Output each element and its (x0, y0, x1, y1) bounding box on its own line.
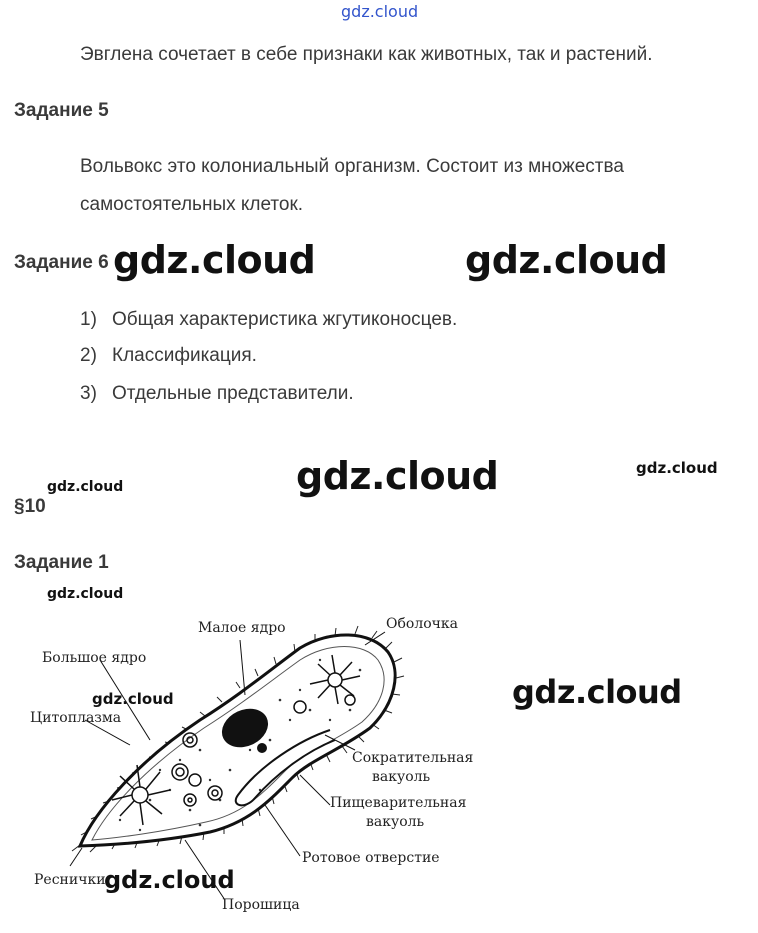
list-number: 2) (80, 345, 97, 366)
watermark: gdz.cloud (113, 238, 316, 282)
watermark: gdz.cloud (47, 586, 124, 602)
watermark: gdz.cloud (512, 673, 682, 711)
watermark: gdz.cloud (104, 866, 235, 894)
label-digestive-1: Пищеварительная (330, 795, 467, 811)
list-number: 1) (80, 309, 97, 330)
watermark: gdz.cloud (636, 459, 718, 477)
list-item (80, 345, 257, 367)
watermark: gdz.cloud (47, 479, 124, 495)
label-membrane: Оболочка (386, 616, 459, 632)
label-cilia: Реснички (34, 872, 106, 888)
watermark-top: gdz.cloud (341, 2, 419, 21)
task-5-heading: Задание 5 (14, 100, 109, 121)
watermark: gdz.cloud (296, 454, 499, 498)
list-text: Отдельные представители. (112, 383, 354, 404)
label-mouth: Ротовое отверстие (302, 850, 440, 866)
watermark: gdz.cloud (465, 238, 668, 282)
watermark: gdz.cloud (92, 690, 174, 708)
label-small-nucleus: Малое ядро (198, 620, 286, 636)
volvox-line-2: самостоятельных клеток. (80, 194, 304, 215)
task-1-heading: Задание 1 (14, 552, 109, 573)
list-number: 3) (80, 383, 97, 404)
paramecium-diagram (0, 600, 520, 933)
section-heading: §10 (14, 496, 46, 517)
label-anal-pore: Порошица (222, 897, 300, 913)
label-digestive-2: вакуоль (366, 814, 425, 830)
label-cytoplasm: Цитоплазма (30, 710, 122, 726)
list-item (80, 383, 354, 405)
label-contractile-1: Сократительная (352, 750, 474, 766)
list-text: Общая характеристика жгутиконосцев. (112, 309, 458, 330)
task-6-heading: Задание 6 (14, 252, 109, 273)
label-large-nucleus: Большое ядро (42, 650, 147, 666)
volvox-paragraph (80, 148, 624, 224)
list-text: Классификация. (112, 345, 257, 366)
euglena-paragraph: Эвглена сочетает в себе признаки как животных, так и растений. (80, 44, 653, 65)
label-contractile-2: вакуоль (372, 769, 431, 785)
list-item (80, 309, 457, 331)
volvox-line-1: Вольвокс это колониальный организм. Состоит из множества (80, 156, 624, 177)
